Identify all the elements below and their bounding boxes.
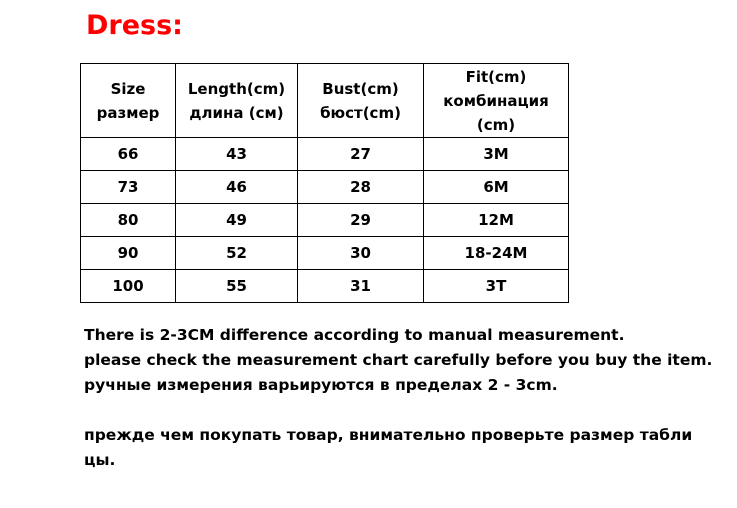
measurement-notes — [84, 323, 724, 473]
header-bust-ru: бюст(cm) — [320, 103, 401, 122]
note-line: please check the measurement chart carefully before you buy the item. — [84, 351, 713, 369]
header-bust — [298, 64, 424, 138]
cell-size: 100 — [81, 270, 176, 303]
header-row — [81, 64, 569, 138]
cell-length: 55 — [176, 270, 298, 303]
header-length-en: Length(cm) — [187, 79, 286, 98]
header-fit-unit: (cm) — [476, 115, 516, 134]
cell-length: 49 — [176, 204, 298, 237]
header-size-en: Size — [110, 79, 146, 98]
header-size-ru: размер — [96, 103, 160, 122]
table-row — [81, 138, 569, 171]
cell-bust: 29 — [298, 204, 424, 237]
note-line: цы. — [84, 451, 116, 469]
table-header — [81, 64, 569, 138]
note-line: There is 2-3CM difference according to manual measurement. — [84, 326, 625, 344]
table-row — [81, 204, 569, 237]
table-row — [81, 237, 569, 270]
cell-length: 46 — [176, 171, 298, 204]
header-length-ru: длина (см) — [189, 103, 284, 122]
cell-fit: 18-24M — [424, 237, 569, 270]
cell-size: 66 — [81, 138, 176, 171]
cell-fit: 3T — [424, 270, 569, 303]
header-fit-ru: комбинация — [443, 91, 549, 110]
header-fit-en: Fit(cm) — [465, 67, 527, 86]
note-spacer — [84, 398, 724, 423]
header-length — [176, 64, 298, 138]
cell-length: 52 — [176, 237, 298, 270]
cell-bust: 30 — [298, 237, 424, 270]
header-bust-en: Bust(cm) — [322, 79, 399, 98]
table-row — [81, 171, 569, 204]
cell-bust: 27 — [298, 138, 424, 171]
cell-bust: 28 — [298, 171, 424, 204]
header-fit — [424, 64, 569, 138]
page-title: Dress: — [86, 10, 183, 41]
header-size — [81, 64, 176, 138]
table-row — [81, 270, 569, 303]
cell-size: 80 — [81, 204, 176, 237]
cell-size: 90 — [81, 237, 176, 270]
size-chart-table — [80, 63, 569, 303]
cell-bust: 31 — [298, 270, 424, 303]
cell-size: 73 — [81, 171, 176, 204]
note-line: ручные измерения варьируются в пределах 2 - 3cm. — [84, 376, 558, 394]
cell-fit: 3M — [424, 138, 569, 171]
cell-fit: 12M — [424, 204, 569, 237]
cell-fit: 6M — [424, 171, 569, 204]
note-line: прежде чем покупать товар, внимательно проверьте размер табли — [84, 426, 693, 444]
table-body — [81, 138, 569, 303]
cell-length: 43 — [176, 138, 298, 171]
